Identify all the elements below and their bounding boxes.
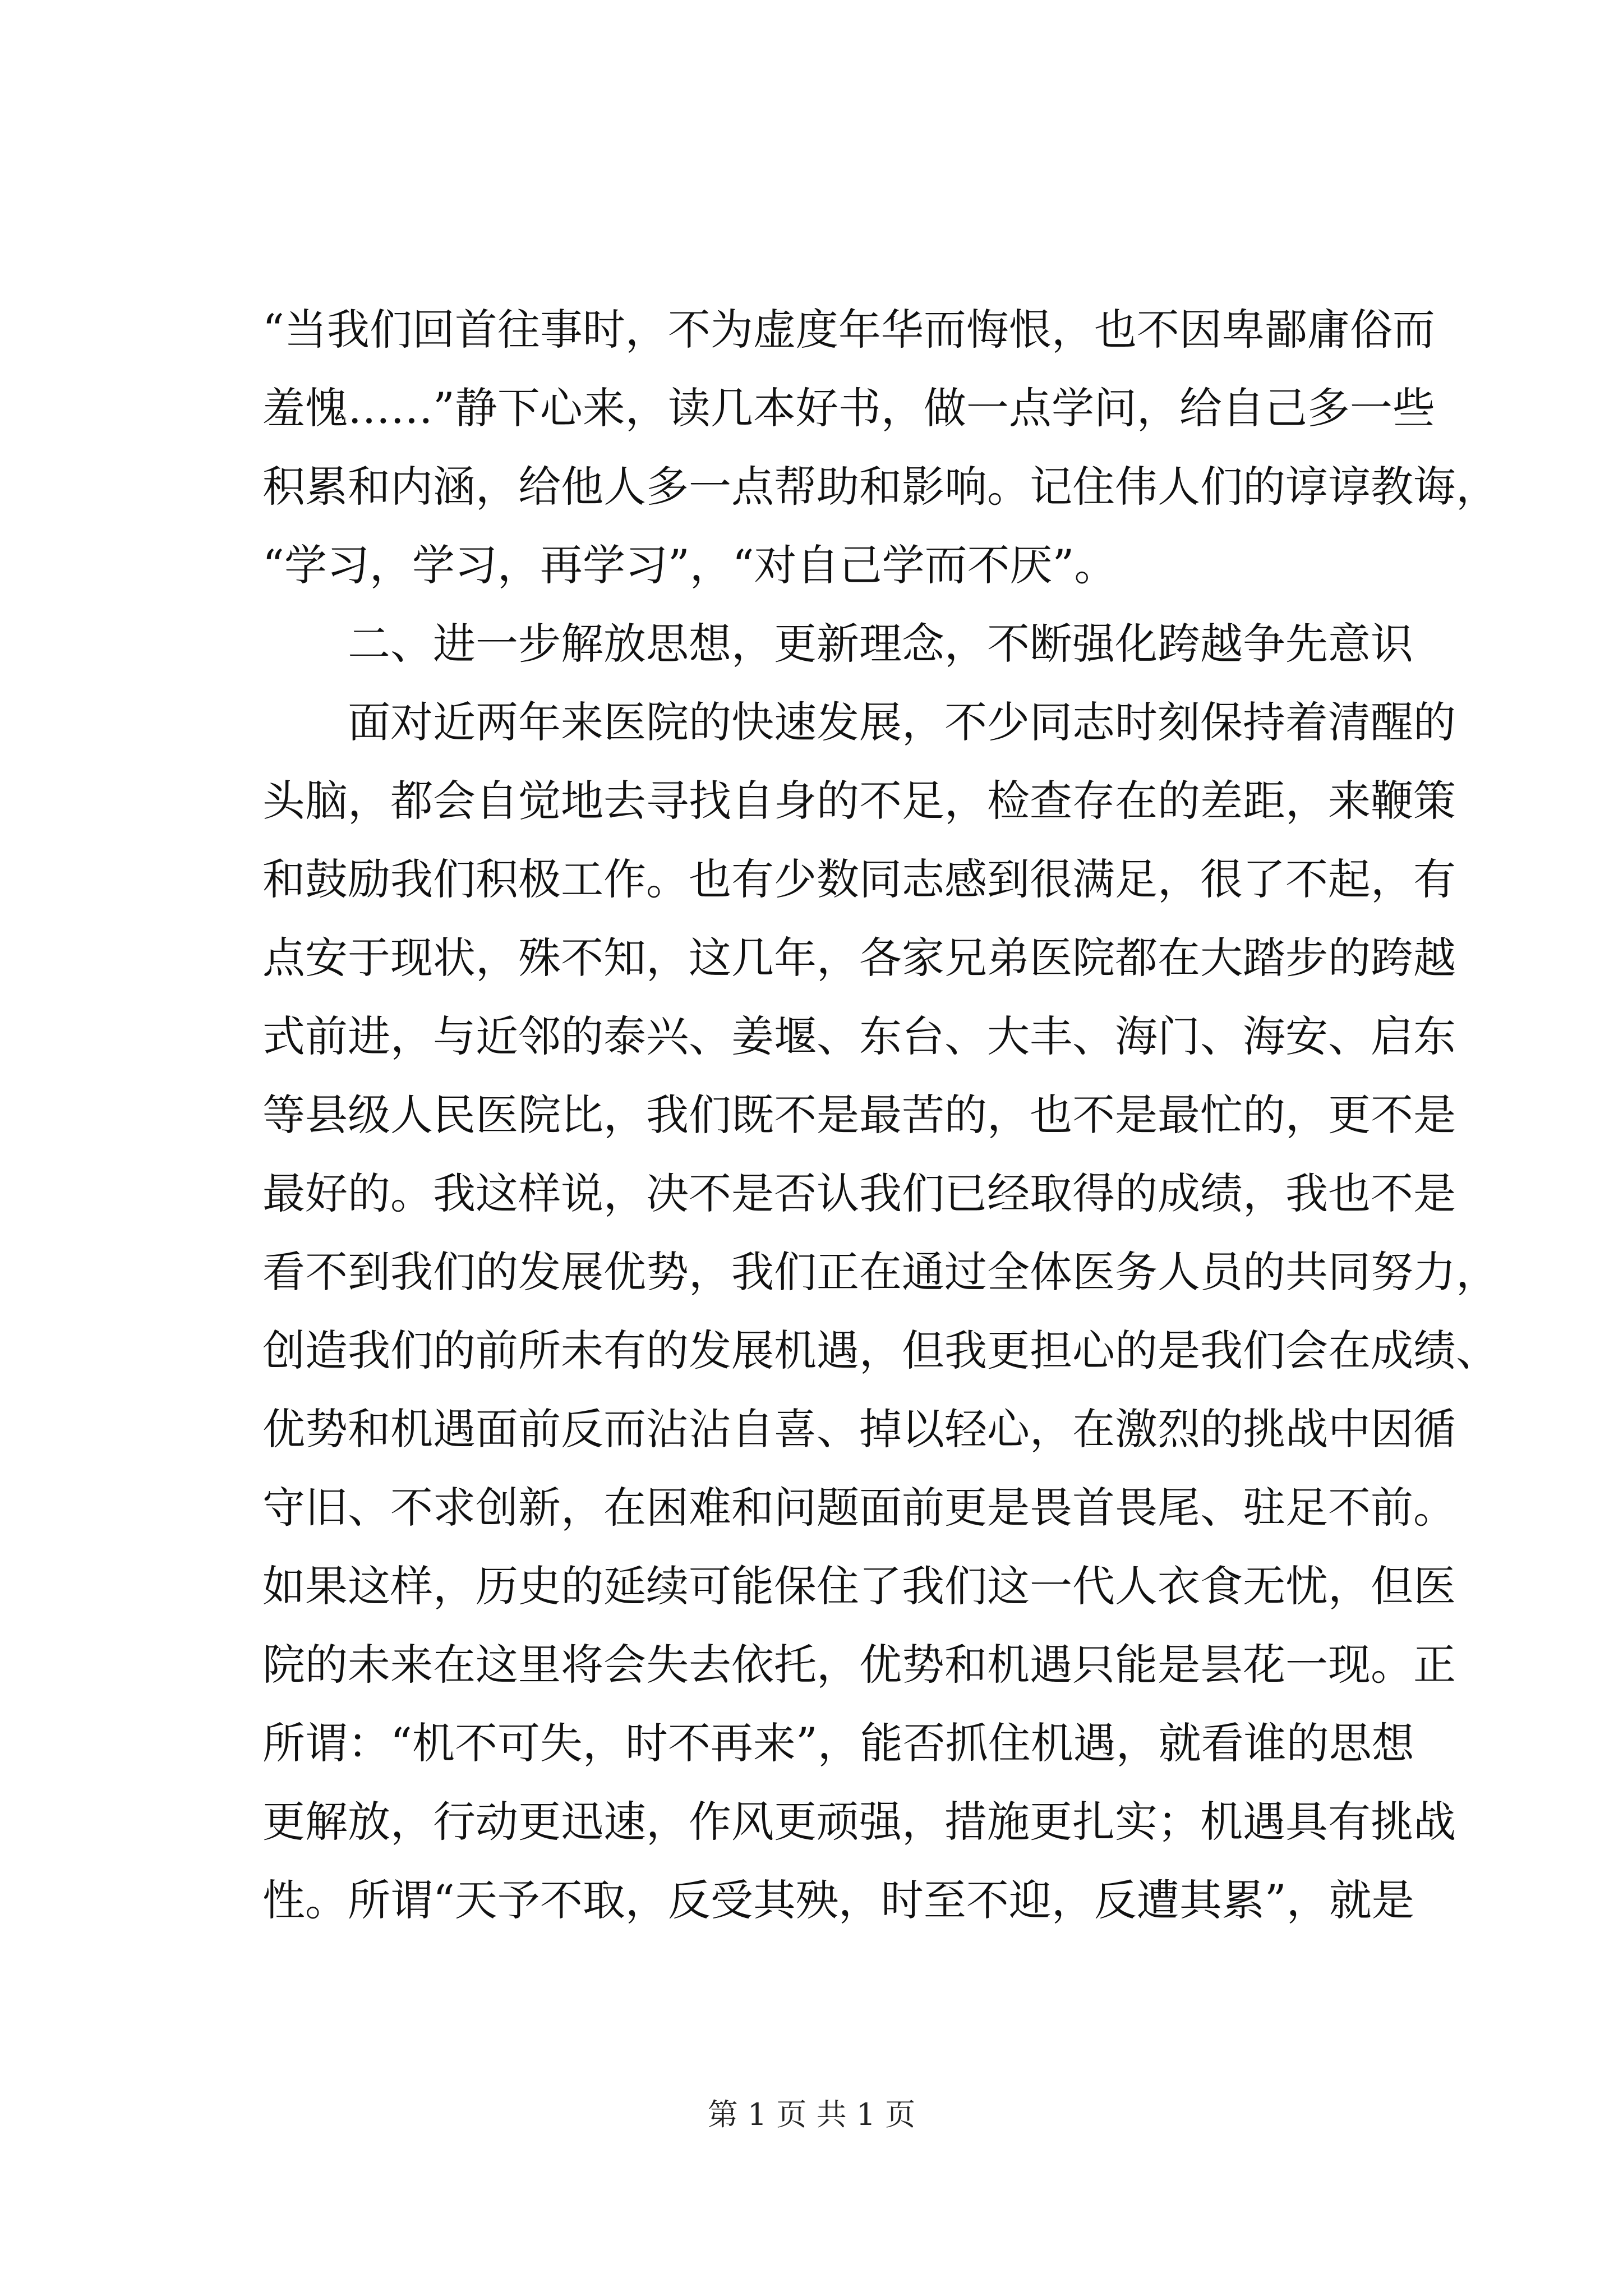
- text-line: “学习，学习，再学习”，“对自己学而不厌”。: [262, 540, 1117, 590]
- text-line: 面对近两年来医院的快速发展，不少同志时刻保持着清醒的: [348, 697, 1456, 747]
- text-line: 和鼓励我们积极工作。也有少数同志感到很满足，很了不起，有: [262, 854, 1456, 904]
- text-line: 优势和机遇面前反而沾沾自喜、掉以轻心，在激烈的挑战中因循: [262, 1404, 1456, 1454]
- text-line: 积累和内涵，给他人多一点帮助和影响。记住伟人们的谆谆教诲，: [262, 462, 1498, 512]
- text-line: 点安于现状，殊不知，这几年，各家兄弟医院都在大踏步的跨越: [262, 933, 1456, 983]
- text-line: 守旧、不求创新，在困难和问题面前更是畏首畏尾、驻足不前。: [262, 1483, 1456, 1533]
- text-line: “当我们回首往事时，不为虚度年华而悔恨，也不因卑鄙庸俗而: [262, 305, 1435, 355]
- text-line: 看不到我们的发展优势，我们正在通过全体医务人员的共同努力，: [262, 1247, 1498, 1297]
- text-line: 头脑，都会自觉地去寻找自身的不足，检查存在的差距，来鞭策: [262, 776, 1456, 826]
- text-line: 羞愧……”静下心来，读几本好书，做一点学问，给自己多一些: [262, 383, 1435, 433]
- text-line: 创造我们的前所未有的发展机遇，但我更担心的是我们会在成绩、: [262, 1326, 1498, 1375]
- text-line: 如果这样，历史的延续可能保住了我们这一代人衣食无忧，但医: [262, 1561, 1456, 1611]
- text-line: 院的未来在这里将会失去依托，优势和机遇只能是昙花一现。正: [262, 1640, 1456, 1690]
- section-heading: 二、进一步解放思想，更新理念，不断强化跨越争先意识: [348, 619, 1413, 669]
- page-number-footer: 第 1 页 共 1 页: [707, 2097, 916, 2132]
- text-line: 所谓：“机不可失，时不再来”，能否抓住机遇，就看谁的思想: [262, 1718, 1414, 1768]
- text-line: 更解放，行动更迅速，作风更顽强，措施更扎实；机遇具有挑战: [262, 1797, 1456, 1847]
- text-line: 性。所谓“天予不取，反受其殃，时至不迎，反遭其累”，就是: [262, 1875, 1414, 1925]
- text-line: 等县级人民医院比，我们既不是最苦的，也不是最忙的，更不是: [262, 1090, 1456, 1140]
- text-line: 式前进，与近邻的泰兴、姜堰、东台、大丰、海门、海安、启东: [262, 1011, 1456, 1061]
- text-line: 最好的。我这样说，决不是否认我们已经取得的成绩，我也不是: [262, 1168, 1456, 1218]
